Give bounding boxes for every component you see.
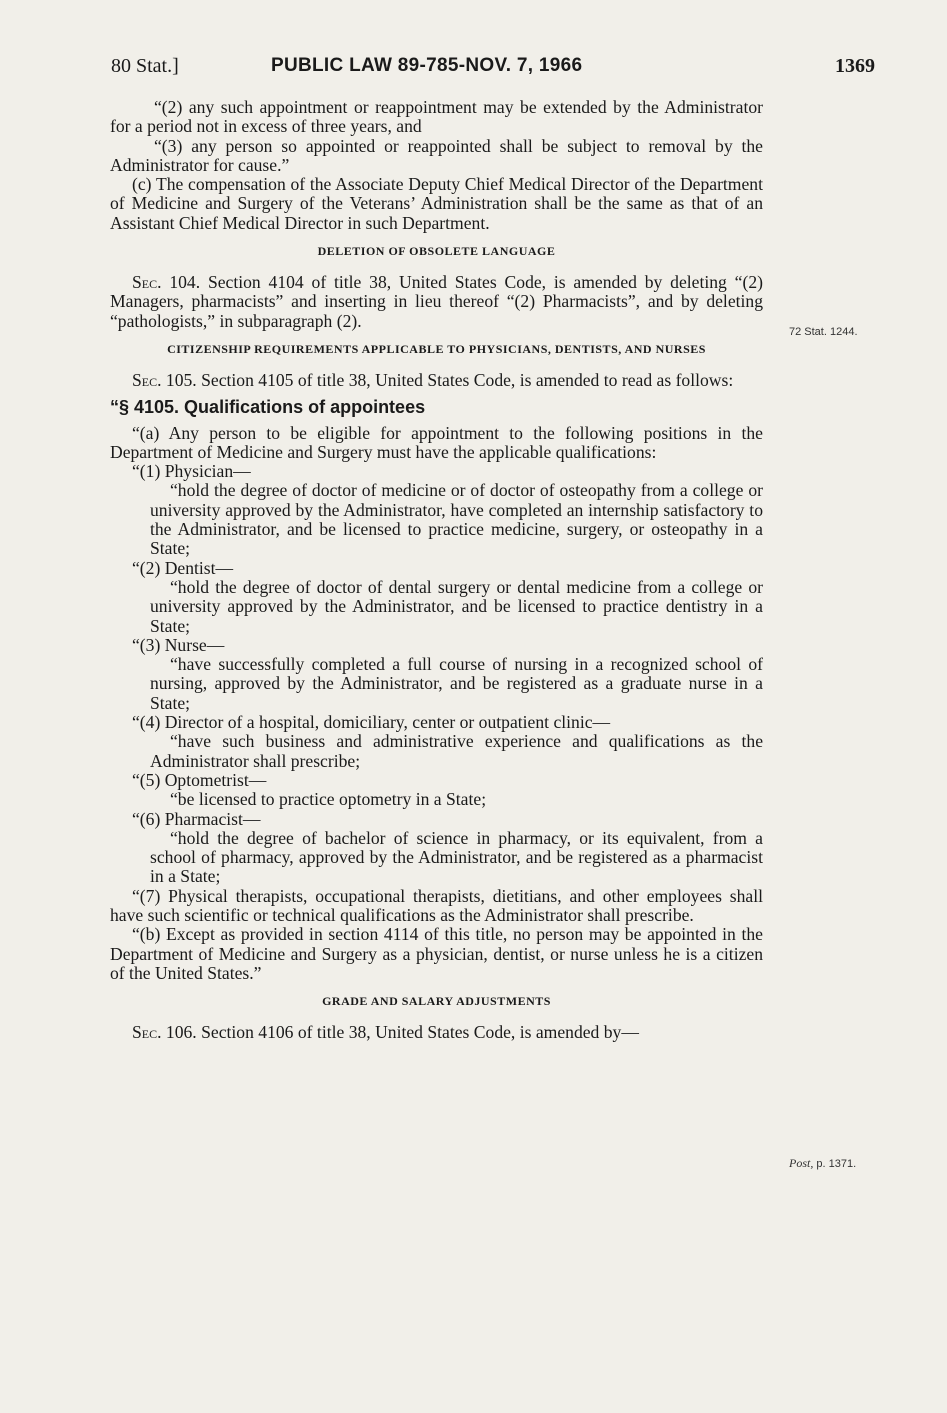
section-heading: CITIZENSHIP REQUIREMENTS APPLICABLE TO PHYSICIANS, DENTISTS, AND NURSES	[167, 341, 706, 356]
main-text-column	[110, 98, 763, 1042]
section-heading: GRADE AND SALARY ADJUSTMENTS	[322, 994, 551, 1009]
paragraph-sec-106	[110, 1023, 763, 1042]
section-label: Sec. 104.	[132, 272, 201, 293]
list-item-text: “be licensed to practice optometry in a State;	[170, 789, 487, 810]
paragraph: “(a) Any person to be eligible for appointment to the following positions in the Department of Medicine and Surgery must have the applicable qualifications:	[110, 422, 763, 462]
statute-volume: 80 Stat.]	[111, 55, 179, 77]
paragraph-sec-104	[110, 273, 763, 331]
margin-note-italic: Post,	[789, 1156, 814, 1170]
list-item: “(7) Physical therapists, occupational therapists, dietitians, and other employees shall have such scientific or technical qualifications as the Administrator shall prescribe.	[110, 885, 763, 925]
list-item: “(5) Optometrist—	[132, 769, 267, 790]
section-text: Section 4105 of title 38, United States Code, is amended to read as follows:	[196, 369, 734, 390]
list-item-text: “have such business and administrative experience and qualifications as the Administrator shall prescribe;	[150, 731, 763, 771]
list-item-text: “hold the degree of bachelor of science in pharmacy, or its equivalent, from a school of pharmacy, approved by the Administrator, and be registered as a pharmacist in a State;	[150, 827, 763, 887]
paragraph: (c) The compensation of the Associate Deputy Chief Medical Director of the Department of Medicine and Surgery of the Veterans’ Administration shall be the same as that of an Assistant Chief Medical Director in such Department.	[110, 174, 763, 233]
list-item-text: “hold the degree of doctor of dental surgery or dental medicine from a college or university approved by the Administrator, and be licensed to practice dentistry in a State;	[150, 576, 763, 636]
page-number: 1369	[835, 55, 875, 77]
margin-note-post	[789, 1156, 856, 1171]
list-item: “(4) Director of a hospital, domiciliary, center or outpatient clinic—	[132, 712, 611, 733]
section-title: “§ 4105. Qualifications of appointees	[110, 397, 426, 418]
paragraph: “(2) any such appointment or reappointment may be extended by the Administrator for a period not in excess of three years, and	[110, 97, 763, 137]
margin-note-page: p. 1371.	[816, 1158, 857, 1170]
margin-note-stat: 72 Stat. 1244.	[789, 326, 858, 338]
list-item-text: “have successfully completed a full course of nursing in a recognized school of nursing, approved by the Administrator, and be registered as a graduate nurse in a State;	[150, 654, 763, 713]
paragraph: “(b) Except as provided in section 4114 of this title, no person may be appointed in the Department of Medicine and Surgery as a physician, dentist, or nurse unless he is a citizen of the United States.”	[110, 924, 763, 983]
list-item-text: “hold the degree of doctor of medicine or of doctor of osteopathy from a college or university approved by the Administrator, have completed an internship satisfactory to the Administrator, and be licensed to practice medicine, surgery, or osteopathy in a State;	[150, 480, 763, 559]
running-header	[111, 55, 911, 81]
section-text: Section 4106 of title 38, United States Code, is amended by—	[196, 1022, 639, 1043]
section-label: Sec. 105.	[132, 369, 197, 390]
paragraph: “(3) any person so appointed or reappointed shall be subject to removal by the Administrator for cause.”	[110, 135, 763, 175]
section-text: Section 4104 of title 38, United States Code, is amended by deleting “(2) Managers, pharmacists” and inserting in lieu thereof “(2) Pharmacists”, and by deleting “pathologists,” in subparagraph (2).	[110, 272, 763, 331]
page-title: PUBLIC LAW 89-785-NOV. 7, 1966	[271, 55, 583, 76]
list-item: “(2) Dentist—	[132, 557, 234, 578]
list-item: “(3) Nurse—	[132, 634, 225, 655]
paragraph-sec-105	[110, 371, 763, 390]
list-item: “(1) Physician—	[132, 461, 251, 482]
section-label: Sec. 106.	[132, 1022, 197, 1043]
list-item: “(6) Pharmacist—	[132, 808, 261, 829]
section-heading: DELETION OF OBSOLETE LANGUAGE	[317, 244, 556, 259]
